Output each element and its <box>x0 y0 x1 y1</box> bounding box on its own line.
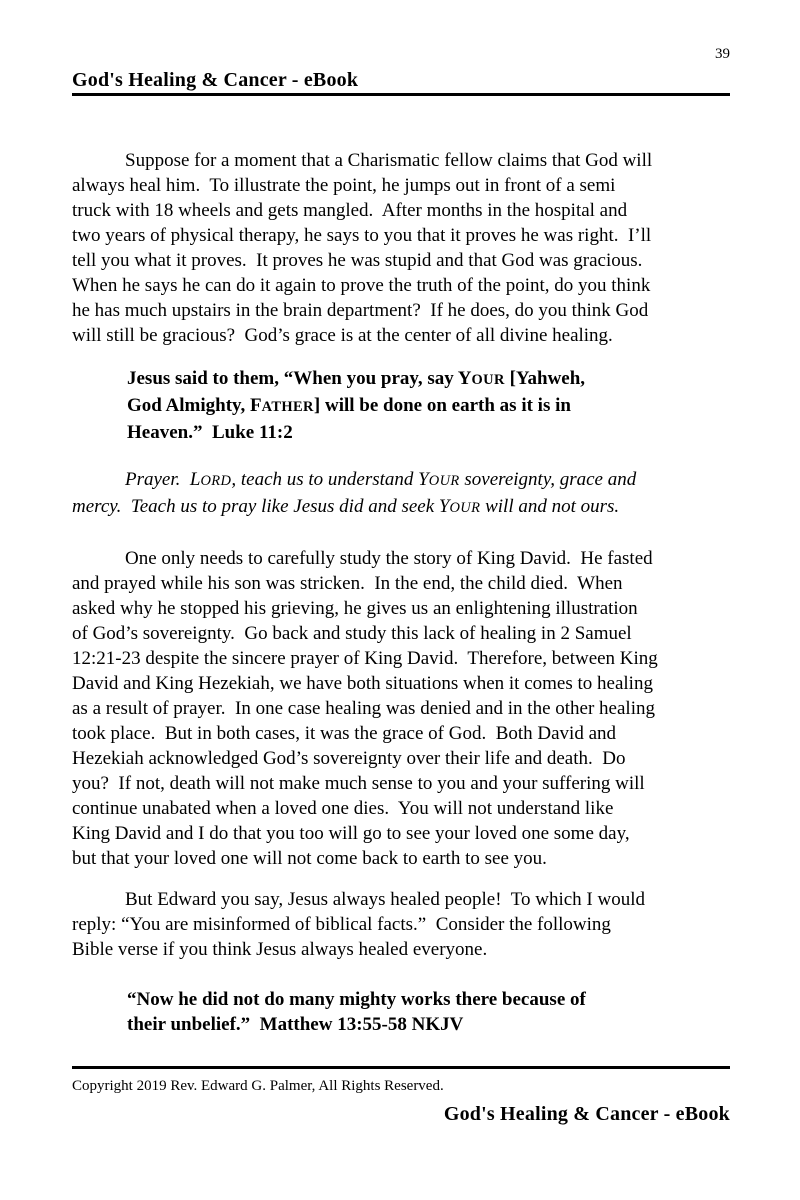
text-line: will still be gracious? God’s grace is at the center of all divine healing. <box>72 325 613 346</box>
text-line: truck with 18 wheels and gets mangled. After months in the hospital and <box>72 200 628 221</box>
text-line: of God’s sovereignty. Go back and study this lack of healing in 2 Samuel <box>72 623 632 644</box>
text-line: King David and I do that you too will go to see your loved one some day, <box>72 823 630 844</box>
text-line: Suppose for a moment that a Charismatic fellow claims that God will <box>125 150 653 171</box>
text-line: always heal him. To illustrate the point, he jumps out in front of a semi <box>72 175 616 196</box>
text-line: their unbelief.” Matthew 13:55-58 NKJV <box>127 1014 464 1035</box>
text-line: 12:21-23 despite the sincere prayer of King David. Therefore, between King <box>72 648 658 669</box>
text-line: he has much upstairs in the brain department? If he does, do you think God <box>72 300 649 321</box>
text-line: Heaven.” Luke 11:2 <box>127 422 293 443</box>
text-line: One only needs to carefully study the story of King David. He fasted <box>125 548 653 569</box>
text-line: reply: “You are misinformed of biblical facts.” Consider the following <box>72 914 611 935</box>
text-line: two years of physical therapy, he says to you that it proves he was right. I’ll <box>72 225 652 246</box>
paragraph-but-edward <box>72 887 730 962</box>
text-line: When he says he can do it again to prove the truth of the point, do you think <box>72 275 651 296</box>
text-line: took place. But in both cases, it was the grace of God. Both David and <box>72 723 617 744</box>
paragraph-prayer <box>72 467 730 521</box>
text-line: But Edward you say, Jesus always healed people! To which I would <box>125 889 646 910</box>
text-line: and prayed while his son was stricken. In the end, the child died. When <box>72 573 623 594</box>
text-line: you? If not, death will not make much sense to you and your suffering will <box>72 773 645 794</box>
text-line: Jesus said to them, “When you pray, say YOUR [Yahweh, <box>127 368 586 389</box>
text-line: David and King Hezekiah, we have both situations when it comes to healing <box>72 673 653 694</box>
footer-rule <box>72 1066 730 1069</box>
text-line: God Almighty, FATHER] will be done on earth as it is in <box>127 395 571 416</box>
text-line: continue unabated when a loved one dies. You will not understand like <box>72 798 614 819</box>
page-footer <box>72 1066 730 1126</box>
copyright-notice: Copyright 2019 Rev. Edward G. Palmer, All Rights Reserved. <box>72 1078 444 1094</box>
blockquote-matthew-13-55-58 <box>127 987 730 1037</box>
footer-title: God's Healing & Cancer - eBook <box>443 1103 730 1125</box>
text-line: Hezekiah acknowledged God’s sovereignty over their life and death. Do <box>72 748 626 769</box>
header-rule <box>72 93 730 96</box>
header-title: God's Healing & Cancer - eBook <box>72 69 359 91</box>
paragraph-suppose <box>72 148 730 348</box>
blockquote-luke-11-2 <box>127 366 730 445</box>
text-line: Prayer. LORD, teach us to understand YOUR sovereignty, grace and <box>125 469 637 490</box>
text-line: tell you what it proves. It proves he was stupid and that God was gracious. <box>72 250 643 271</box>
text-line: Bible verse if you think Jesus always healed everyone. <box>72 939 488 960</box>
paragraph-king-david <box>72 546 730 871</box>
text-line: but that your loved one will not come back to earth to see you. <box>72 848 547 869</box>
text-line: as a result of prayer. In one case healing was denied and in the other healing <box>72 698 655 719</box>
text-line: “Now he did not do many mighty works there because of <box>127 989 586 1010</box>
text-line: mercy. Teach us to pray like Jesus did and seek YOUR will and not ours. <box>72 496 620 517</box>
page-number: 39 <box>715 46 730 62</box>
text-line: asked why he stopped his grieving, he gives us an enlightening illustration <box>72 598 638 619</box>
